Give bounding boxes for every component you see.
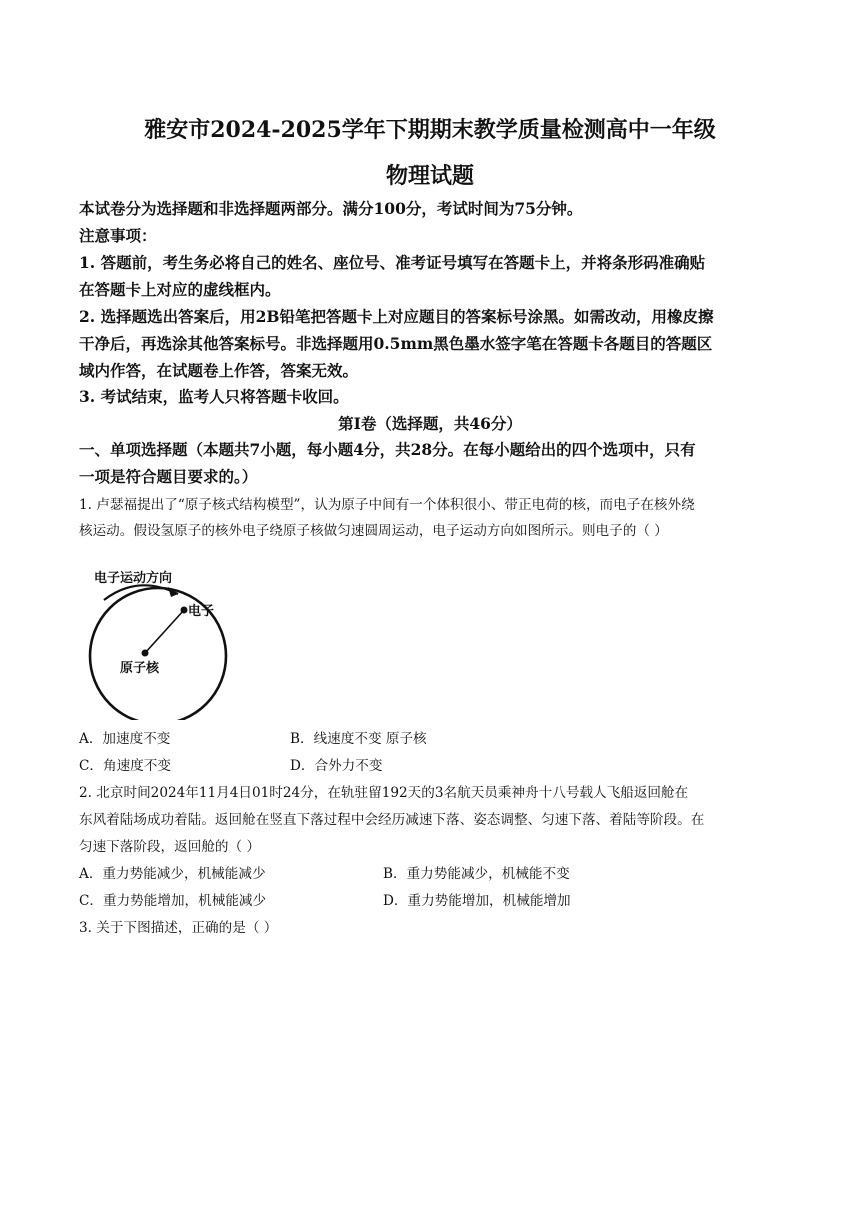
- nucleus-dot: [142, 650, 149, 657]
- question-2-option-d: D．重力势能增加，机械能增加: [383, 893, 571, 909]
- question-2-option-a: A．重力势能减少，机械能减少: [79, 866, 266, 882]
- question-2-option-c: C．重力势能增加，机械能减少: [79, 893, 267, 909]
- intro-line: 本试卷分为选择题和非选择题两部分。满分100分，考试时间为75分钟。: [79, 199, 583, 218]
- electron-label: 电子: [188, 604, 215, 619]
- electron-dot: [181, 607, 188, 614]
- notice-line: 2. 选择题选出答案后，用2B铅笔把答题卡上对应题目的答案标号涂黑。如需改动，用橡皮擦: [79, 307, 714, 326]
- atom-orbit-figure: [78, 560, 238, 720]
- exam-title: 雅安市2024-2025学年下期期末教学质量检测高中一年级: [144, 117, 716, 143]
- question-2-option-b: B．重力势能减少，机械能不变: [383, 866, 570, 882]
- question-1-text: 核运动。假设氢原子的核外电子绕原子核做匀速圆周运动，电子运动方向如图所示。则电子的（ ）: [79, 523, 668, 539]
- nucleus-label: 原子核: [120, 661, 160, 676]
- radius-line: [145, 610, 184, 653]
- exam-subtitle: 物理试题: [385, 163, 474, 189]
- question-1-option-c: C．角速度不变: [79, 758, 171, 774]
- part-title: 第Ⅰ卷（选择题，共46分）: [338, 414, 522, 433]
- question-2-text: 东风着陆场成功着陆。返回舱在竖直下落过程中会经历减速下落、姿态调整、匀速下落、着陆等阶段。在: [79, 812, 705, 828]
- notice-line: 干净后，再选涂其他答案标号。非选择题用0.5mm黑色墨水签字笔在答题卡各题目的答题区: [79, 334, 713, 353]
- notice-line: 域内作答，在试题卷上作答，答案无效。: [79, 361, 359, 380]
- notice-line: 1. 答题前，考生务必将自己的姓名、座位号、准考证号填写在答题卡上，并将条形码准确贴: [79, 253, 706, 272]
- notice-line: 3. 考试结束，监考人只将答题卡收回。: [79, 387, 349, 406]
- section-heading: 一、单项选择题（本题共7小题，每小题4分，共28分。在每小题给出的四个选项中，只有: [79, 440, 696, 459]
- question-1-text: 1. 卢瑟福提出了“原子核式结构模型”，认为原子中间有一个体积很小、带正电荷的核，而电子在核外绕: [79, 497, 695, 513]
- notice-title: 注意事项：: [79, 226, 157, 245]
- section-heading: 一项是符合题目要求的。）: [79, 467, 258, 486]
- notice-line: 在答题卡上对应的虚线框内。: [79, 280, 281, 299]
- direction-label: 电子运动方向: [94, 571, 173, 586]
- question-1-option-d: D．合外力不变: [290, 758, 383, 774]
- question-1-option-a: A．加速度不变: [79, 731, 171, 747]
- question-1-option-b: B．线速度不变 原子核: [290, 731, 427, 747]
- question-2-text: 匀速下落阶段，返回舱的（ ）: [79, 839, 261, 855]
- question-3-text: 3. 关于下图描述，正确的是（ ）: [79, 920, 278, 936]
- question-2-text: 2. 北京时间2024年11月4日01时24分，在轨驻留192天的3名航天员乘神舟十八号载人飞船返回舱在: [79, 785, 689, 801]
